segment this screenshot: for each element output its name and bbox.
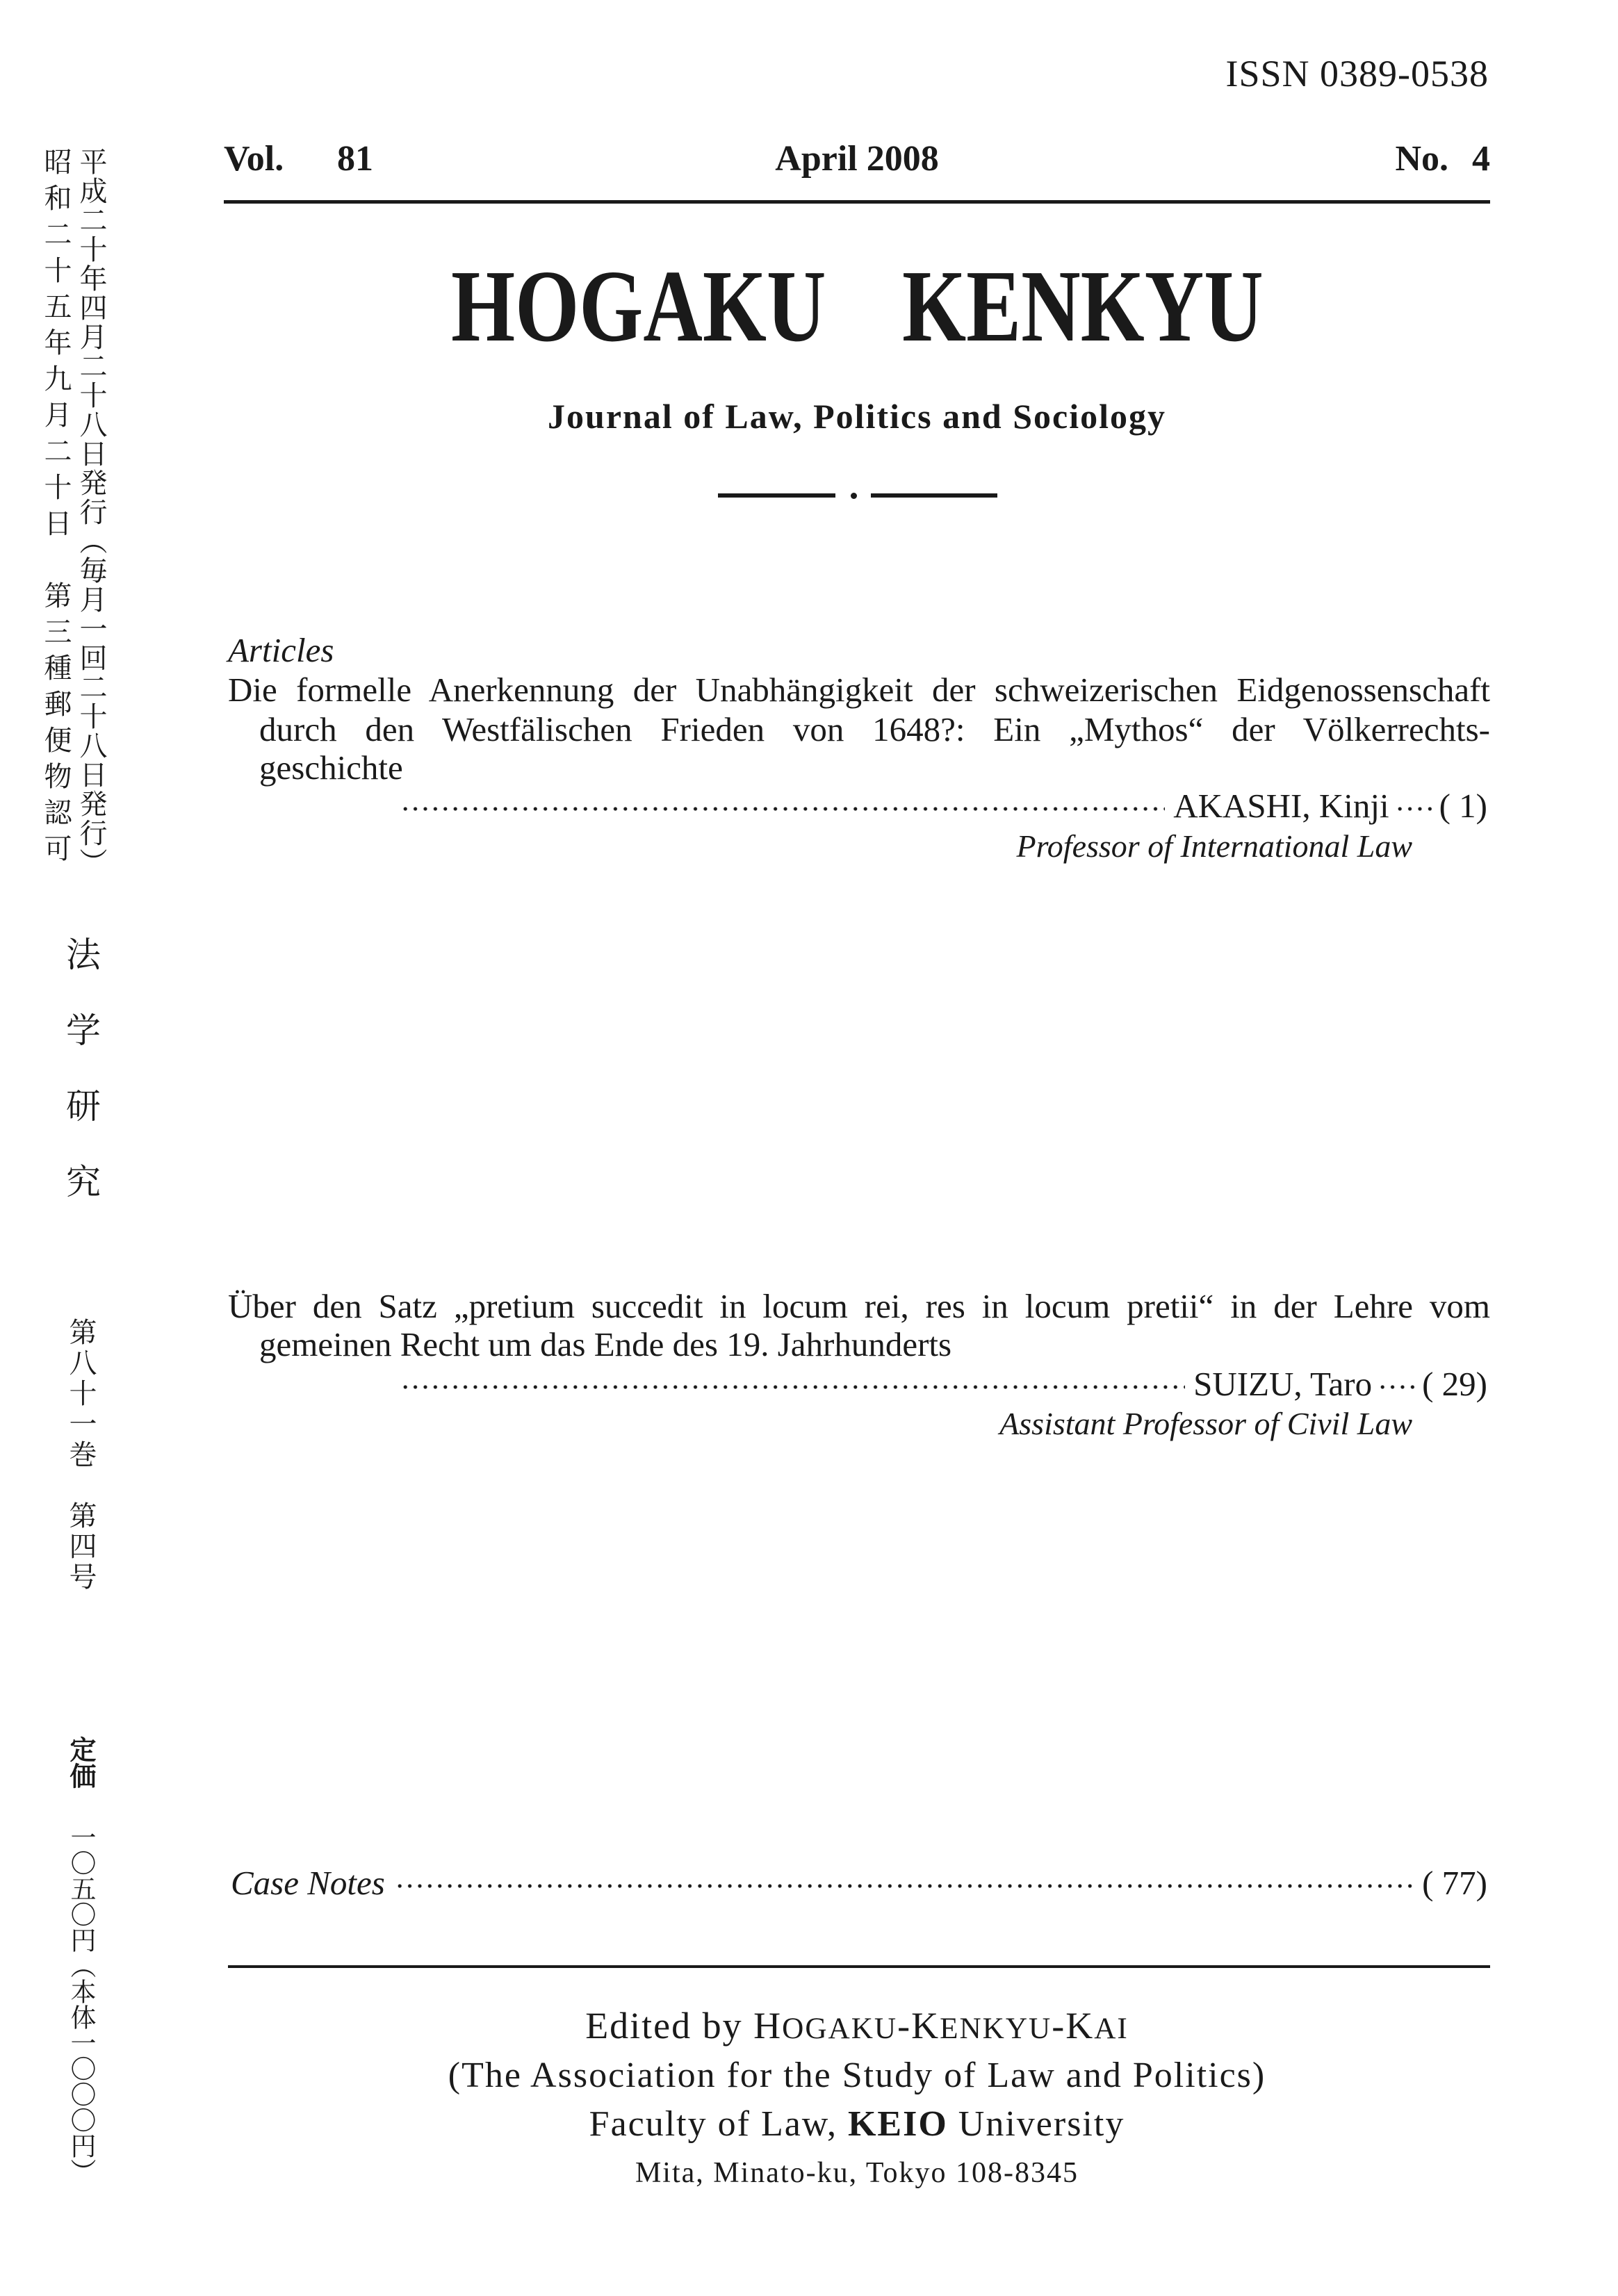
article-author-row (400, 787, 1487, 826)
issn-number: ISSN 0389-0538 (1225, 53, 1489, 95)
mail-permit-line: 昭和二十五年九月二十日 第三種郵便物認可 (40, 147, 72, 870)
issue-date: April 2008 (775, 139, 939, 179)
volume-label: Vol. (224, 139, 284, 179)
author-position: Assistant Professor of Civil Law (999, 1406, 1412, 1441)
article-author-row (400, 1365, 1487, 1404)
article-author: SUIZU, Taro (1193, 1365, 1373, 1403)
issue-number: 4 (1472, 139, 1490, 179)
issue-number-group (1395, 138, 1490, 180)
ornament-line-left (718, 493, 835, 498)
case-notes-label: Case Notes (231, 1864, 385, 1902)
article-title-line: Über den Satz „pretium succedit in locum rei, res in locum pretii“ in der Lehre vom (228, 1287, 1490, 1325)
address-line: Mita, Minato-ku, Tokyo 108-8345 (635, 2157, 1079, 2189)
article-title-line: geschichte (259, 748, 403, 787)
dot-leader (400, 1365, 1185, 1404)
article-page: ( 1) (1439, 787, 1487, 825)
publication-date-line: 平成二十年四月二十八日発行（毎月一回二十八日発行） (75, 147, 107, 877)
university-word: University (958, 2104, 1125, 2144)
dot-leader-short (1378, 1365, 1418, 1404)
article-author: AKASHI, Kinji (1173, 787, 1389, 825)
dot-leader (400, 787, 1165, 826)
author-position: Professor of International Law (1016, 828, 1412, 864)
volume-issue-japanese: 第八十一巻 第四号 (65, 1318, 97, 1593)
ornament-line-right (871, 493, 997, 498)
article-title-line: gemeinen Recht um das Ende des 19. Jahrhunderts (259, 1325, 952, 1363)
journal-subtitle: Journal of Law, Politics and Sociology (548, 397, 1166, 436)
university-name: KEIO (847, 2104, 948, 2144)
issue-label: No. (1395, 139, 1448, 179)
case-notes-row (231, 1864, 1487, 1903)
small-cap-letters: ENKYU (940, 2012, 1052, 2045)
case-notes-page: ( 77) (1422, 1864, 1487, 1902)
ornament-dot (851, 493, 857, 499)
footer-rule (228, 1965, 1490, 1968)
price-label: 定価 (65, 1736, 97, 1789)
edited-by-label: Edited by (585, 2005, 743, 2047)
journal-title-wrap (224, 249, 1490, 363)
faculty-line (224, 2102, 1490, 2147)
small-cap-letters: AI (1094, 2012, 1129, 2045)
price-value: 一〇五〇円（本体一〇〇〇円） (66, 1824, 96, 2184)
article-page: ( 29) (1422, 1365, 1487, 1403)
dot-leader-short (1395, 787, 1435, 826)
edited-by-line (224, 2003, 1490, 2051)
small-cap-letters: OGAKU (782, 2012, 898, 2045)
dot-leader (395, 1864, 1418, 1903)
faculty-name: Faculty of Law, (589, 2104, 837, 2144)
article-title-line: Die formelle Anerkennung der Unabhängigkeit der schweizerischen Eidgenossenschaft (228, 671, 1490, 709)
volume-number: 81 (337, 139, 373, 179)
articles-heading: Articles (228, 631, 334, 669)
header-rule (224, 200, 1490, 204)
editor-name: HOGAKU-KENKYU-KAI (753, 2005, 1129, 2047)
association-line: (The Association for the Study of Law and Politics) (448, 2056, 1266, 2095)
journal-title: HOGAKU KENKYU (450, 249, 1264, 363)
article-title-line: durch den Westfälischen Frieden von 1648?: Ein „Mythos“ der Völkerrechts- (259, 710, 1490, 748)
journal-name-japanese: 法学研究 (60, 936, 101, 1239)
